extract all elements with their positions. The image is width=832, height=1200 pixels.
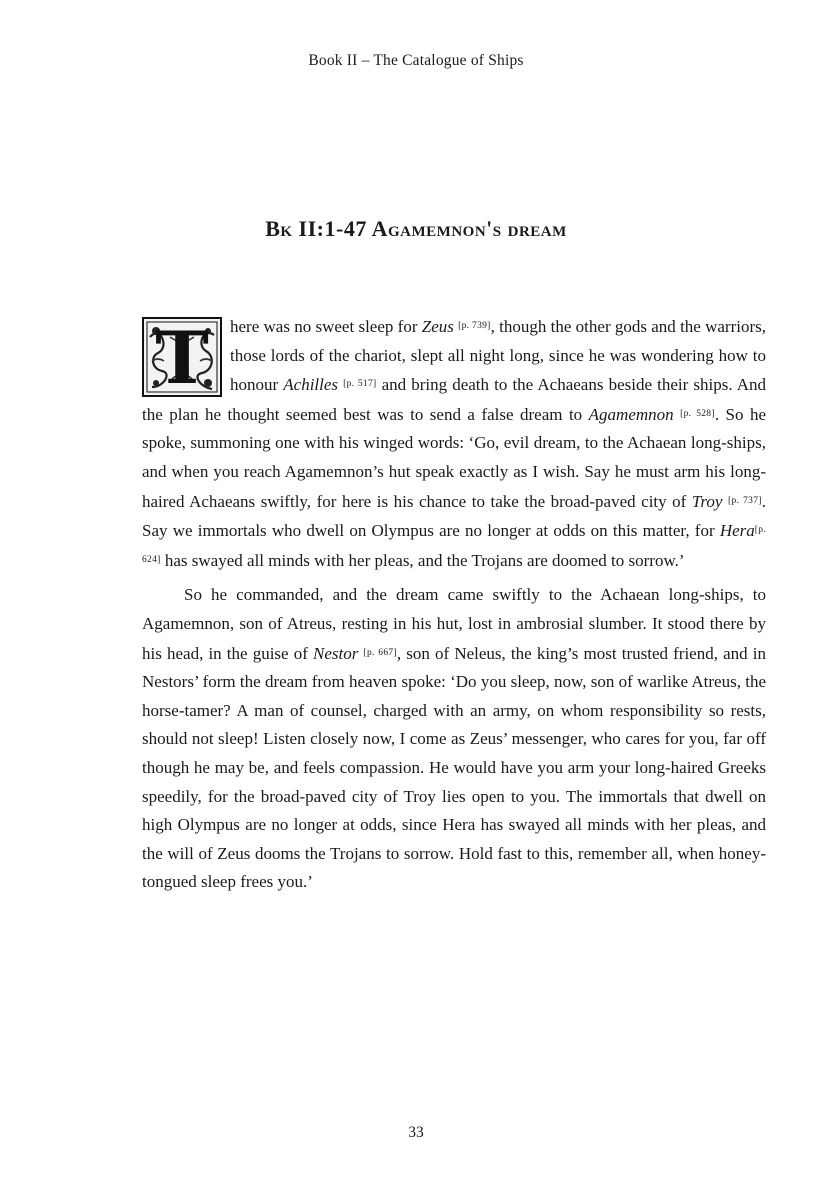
page-ref-achilles: [p. 517] [343, 379, 377, 390]
dropcap-letter: T [155, 315, 209, 400]
text-run: here was no sweet sleep for [230, 317, 422, 336]
text-run: has swayed all minds with her pleas, and the Trojans are doomed to sorrow.’ [160, 550, 685, 570]
paragraph-1 [142, 312, 766, 575]
name-achilles: Achilles [283, 375, 339, 395]
body-text [142, 312, 766, 897]
text-run: and bring death to the Achaeans beside their ships. And the plan he thought seemed best was to send a false dream to [142, 375, 767, 424]
page-number: 33 [408, 1124, 424, 1141]
chapter-title: Bk II:1-47 Agamemnon's dream [265, 216, 567, 241]
text-run: So he commanded, and the dream came swiftly to the Achaean long-ships, to Agamemnon, son of Atreus, resting in his hut, lost in ambrosial slumber. It stood there by his head, in the guise of [142, 585, 766, 663]
page-ref-nestor: [p. 667] [363, 647, 397, 658]
name-hera: Hera [719, 521, 755, 541]
page-ref-agamemnon: [p. 528] [680, 408, 715, 419]
ornamental-dropcap [142, 315, 222, 400]
name-troy: Troy [691, 491, 723, 511]
text-run: . So he spoke, summoning one with his winged words: ‘Go, evil dream, to the Achaean long-ships, and when you reach Agamemnon’s hut speak exactly as I wish. Say he must arm his long-haired Achaeans swiftly, for here is his chance to take the broad-paved city of [142, 404, 767, 511]
name-nestor: Nestor [313, 643, 359, 663]
name-zeus: Zeus [421, 317, 454, 336]
running-head: Book II – The Catalogue of Ships [308, 52, 524, 69]
text-run: , though the other gods and the warriors, those lords of the chariot, slept all night long, since he was wondering how to honour [230, 317, 766, 395]
name-agamemnon: Agamemnon [588, 404, 674, 424]
text-run: . Say we immortals who dwell on Olympus are no longer at odds on this matter, for [142, 491, 767, 541]
page-ref-troy: [p. 737] [727, 495, 762, 506]
text-run: , son of Neleus, the king’s most trusted friend, and in Nestors’ form the dream from heaven spoke: ‘Do you sleep, now, son of warlike Atreus, the horse-tamer? A man of counsel, charged with an army, on whom responsibility so rests, should not sleep! Listen closely now, I come as Zeus’ messenger, who cares for you, far off though he may be, and feels compassion. He would have you arm your long-haired Greeks speedily, for the broad-paved city of Troy lies open to you. The immortals that dwell on high Olympus are no longer at odds, since Hera has swayed all minds with her pleas, and the will of Zeus dooms the Trojans to sorrow. Hold fast to this, remember all, when honey-tongued sleep frees you.’ [142, 643, 766, 892]
page-ref-hera: [p. 624] [142, 525, 766, 565]
paragraph-2 [142, 581, 766, 897]
page-ref-zeus: [p. 739] [458, 321, 491, 331]
